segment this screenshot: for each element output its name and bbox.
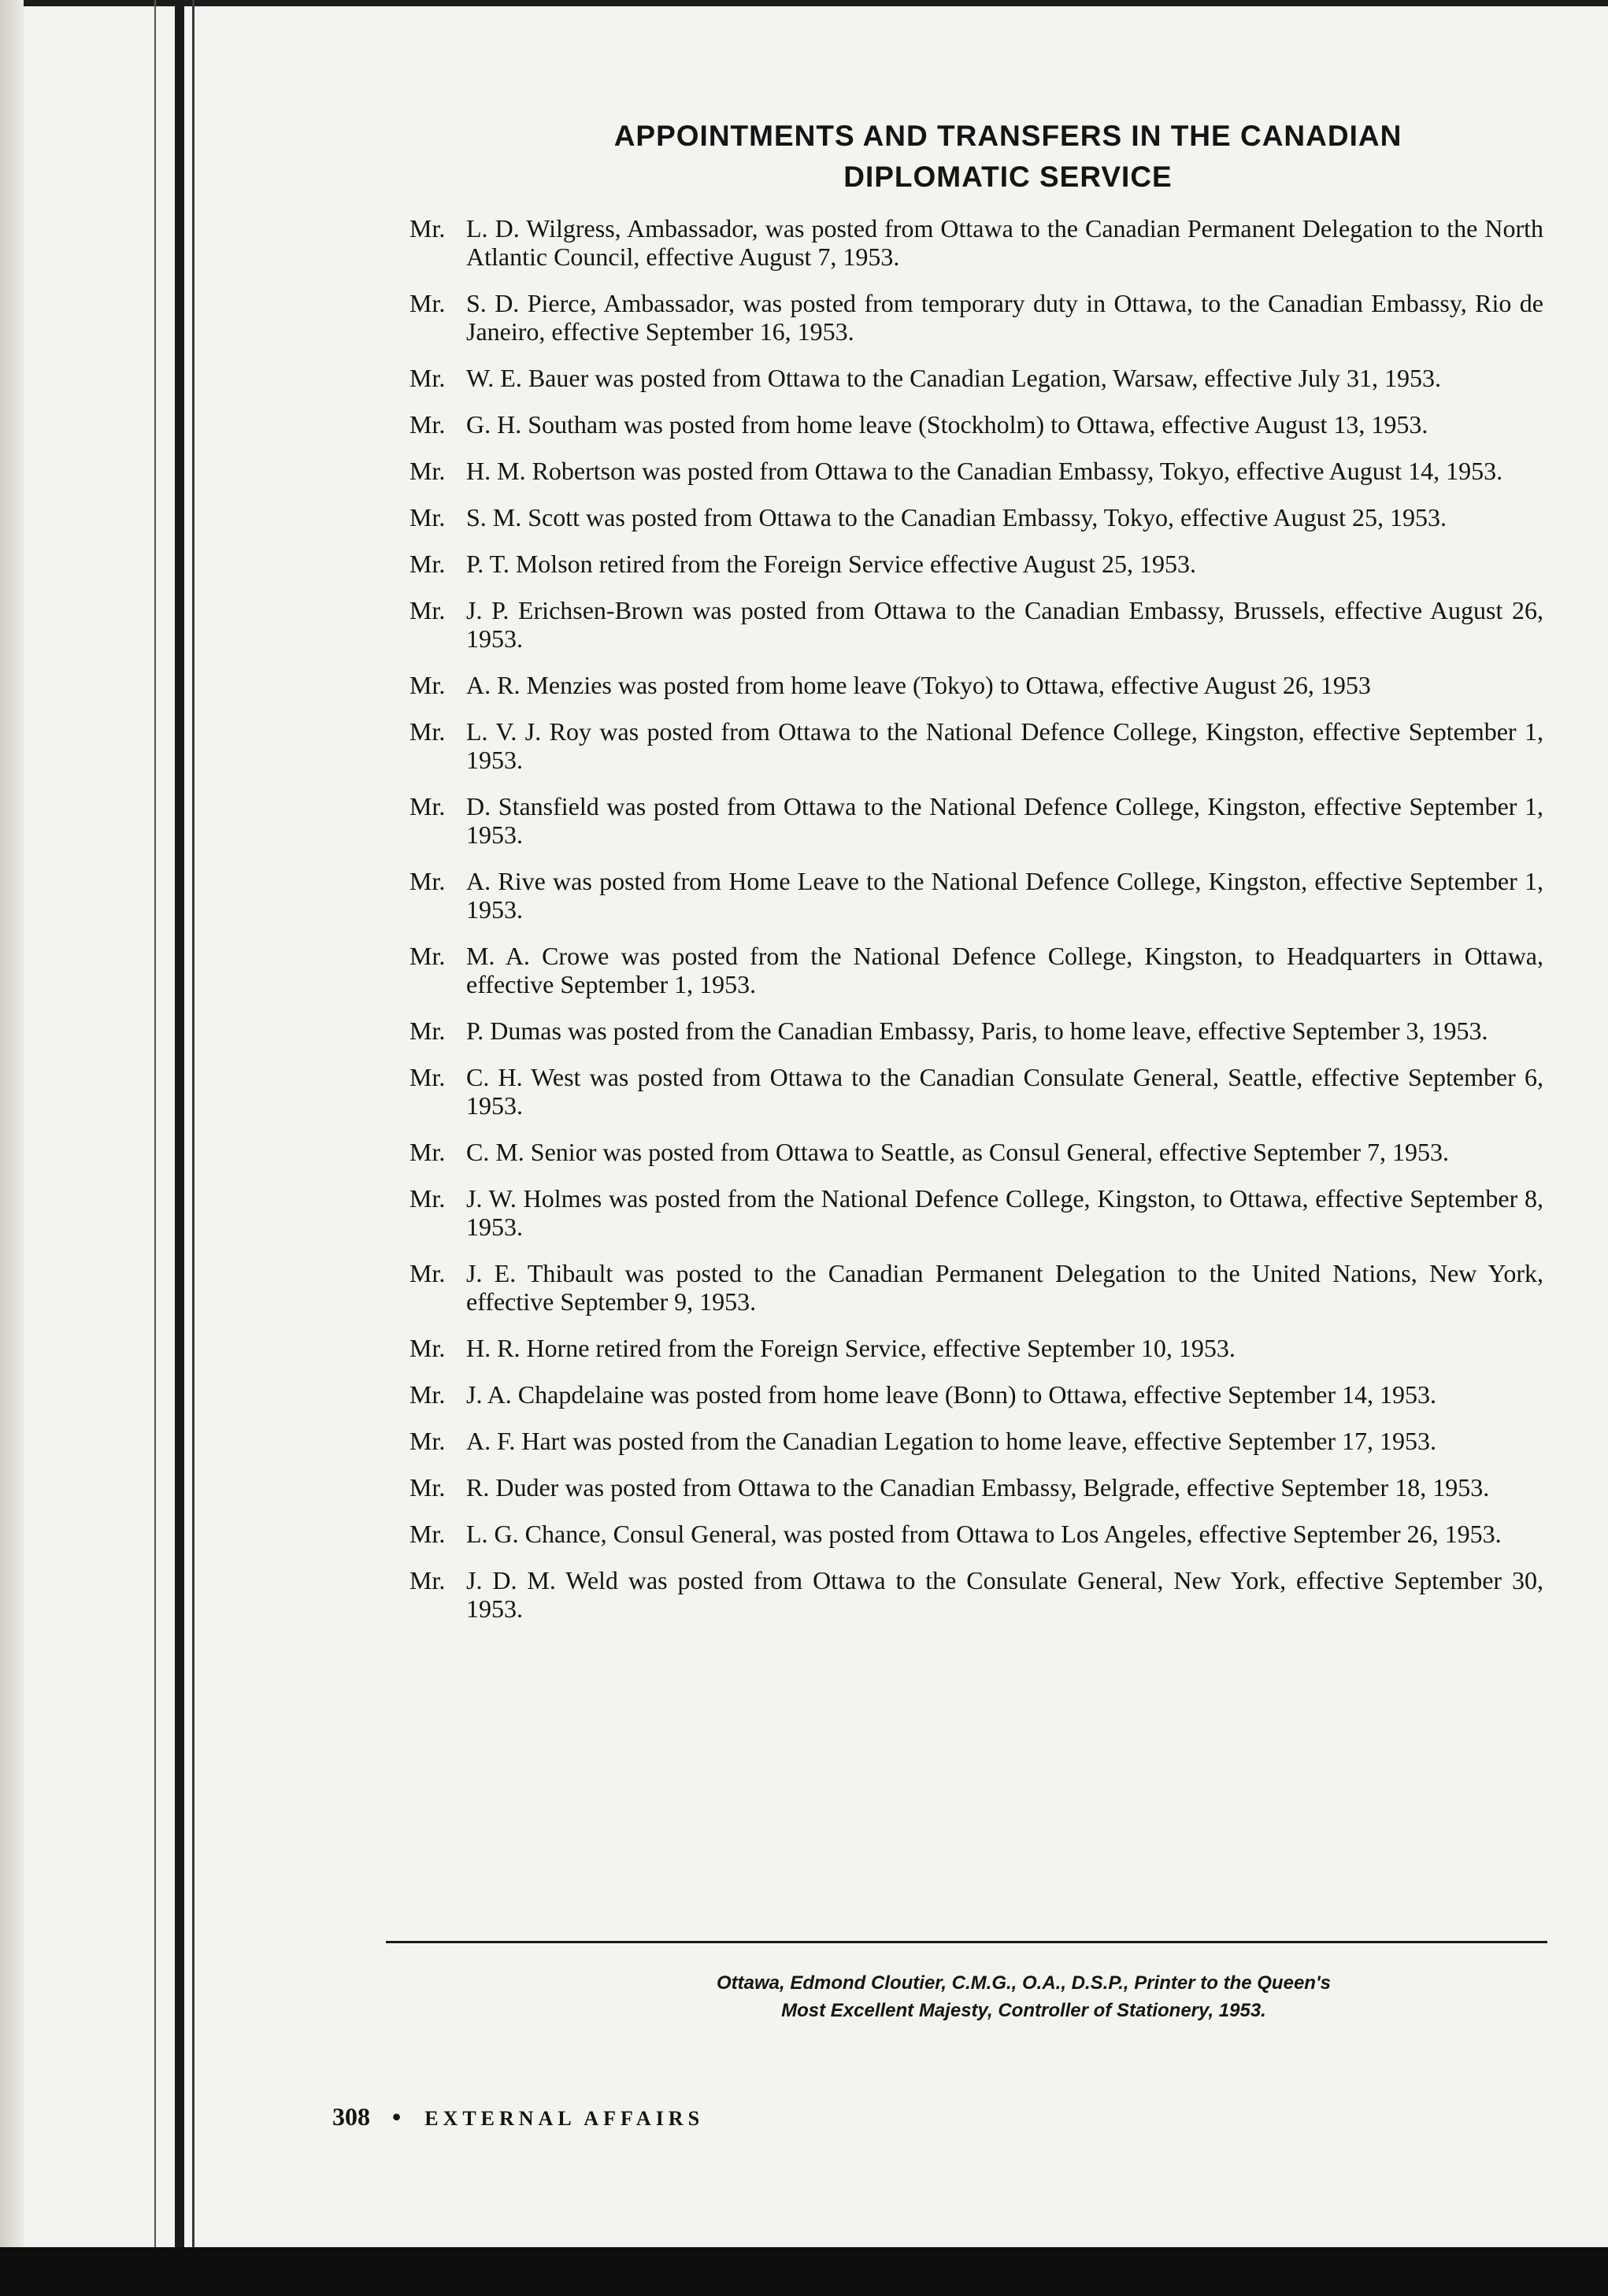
- list-item: [409, 717, 1543, 774]
- publication-name: EXTERNAL AFFAIRS: [424, 2107, 705, 2130]
- entry-text: M. A. Crowe was posted from the National Defence College, Kingston, to Headquarters in Ottawa, effective September 1, 1953.: [466, 942, 1543, 998]
- honorific: Mr.: [409, 596, 446, 624]
- honorific: Mr.: [409, 1520, 446, 1548]
- entry-text: C. H. West was posted from Ottawa to the Canadian Consulate General, Seattle, effective September 6, 1953.: [466, 1063, 1543, 1120]
- list-item: [409, 942, 1543, 998]
- entry-text: A. F. Hart was posted from the Canadian Legation to home leave, effective September 17, 1953.: [466, 1427, 1437, 1455]
- honorific: Mr.: [409, 503, 446, 531]
- printer-imprint-line2: Most Excellent Majesty, Controller of Stationery, 1953.: [781, 2000, 1266, 2021]
- scan-bottom-edge: [0, 2247, 1608, 2296]
- honorific: Mr.: [409, 550, 446, 578]
- honorific: Mr.: [409, 792, 446, 820]
- entry-text: J. W. Holmes was posted from the National Defence College, Kingston, to Ottawa, effective September 8, 1953.: [466, 1184, 1543, 1241]
- list-item: [409, 867, 1543, 924]
- honorific: Mr.: [409, 364, 446, 392]
- page-title: APPOINTMENTS AND TRANSFERS IN THE CANADIAN: [613, 120, 1402, 152]
- entry-text: G. H. Southam was posted from home leave (Stockholm) to Ottawa, effective August 13, 1953.: [466, 410, 1428, 439]
- honorific: Mr.: [409, 671, 446, 699]
- binding-line: [175, 0, 184, 2296]
- honorific: Mr.: [409, 1138, 446, 1166]
- entry-text: P. T. Molson retired from the Foreign Service effective August 25, 1953.: [466, 550, 1196, 578]
- entry-text: J. P. Erichsen-Brown was posted from Ottawa to the Canadian Embassy, Brussels, effective August 26, 1953.: [466, 596, 1543, 653]
- entry-text: D. Stansfield was posted from Ottawa to the National Defence College, Kingston, effective September 1, 1953.: [466, 792, 1543, 849]
- list-item: [409, 1566, 1543, 1623]
- list-item: [409, 410, 1543, 439]
- list-item: [409, 1427, 1543, 1455]
- list-item: [409, 671, 1543, 699]
- honorific: Mr.: [409, 1380, 446, 1409]
- list-item: [409, 1017, 1543, 1045]
- honorific: Mr.: [409, 717, 446, 746]
- list-item: [409, 214, 1543, 271]
- honorific: Mr.: [409, 1063, 446, 1091]
- entry-text: H. R. Horne retired from the Foreign Service, effective September 10, 1953.: [466, 1334, 1236, 1362]
- honorific: Mr.: [409, 1334, 446, 1362]
- entry-text: L. D. Wilgress, Ambassador, was posted from Ottawa to the Canadian Permanent Delegation to the North Atlantic Council, effective August 7, 1953.: [466, 214, 1543, 271]
- list-item: [409, 792, 1543, 849]
- honorific: Mr.: [409, 867, 446, 895]
- entry-text: P. Dumas was posted from the Canadian Embassy, Paris, to home leave, effective September 3, 1953.: [466, 1017, 1488, 1045]
- entry-text: S. D. Pierce, Ambassador, was posted from temporary duty in Ottawa, to the Canadian Embassy, Rio de Janeiro, effective September 16, 1953.: [466, 289, 1543, 346]
- honorific: Mr.: [409, 942, 446, 970]
- honorific: Mr.: [409, 410, 446, 439]
- honorific: Mr.: [409, 1017, 446, 1045]
- entry-text: H. M. Robertson was posted from Ottawa to the Canadian Embassy, Tokyo, effective August 14, 1953.: [466, 457, 1503, 485]
- list-item: [409, 1380, 1543, 1409]
- list-item: [409, 457, 1543, 485]
- binding-line-outer: [154, 0, 156, 2296]
- list-item: [409, 1334, 1543, 1362]
- scan-top-edge: [0, 0, 1608, 6]
- entry-text: J. E. Thibault was posted to the Canadian Permanent Delegation to the United Nations, New York, effective September 9, 1953.: [466, 1259, 1543, 1316]
- list-item: [409, 503, 1543, 531]
- entry-text: L. V. J. Roy was posted from Ottawa to the National Defence College, Kingston, effective September 1, 1953.: [466, 717, 1543, 774]
- list-item: [409, 364, 1543, 392]
- entry-text: W. E. Bauer was posted from Ottawa to the Canadian Legation, Warsaw, effective July 31, 1953.: [466, 364, 1441, 392]
- binding-line-thin: [192, 0, 195, 2296]
- list-item: [409, 1259, 1543, 1316]
- page-number: 308: [332, 2102, 370, 2131]
- list-item: [409, 1138, 1543, 1166]
- honorific: Mr.: [409, 1566, 446, 1594]
- printer-imprint-line1: Ottawa, Edmond Cloutier, C.M.G., O.A., D.S.P., Printer to the Queen's: [716, 1972, 1332, 1994]
- honorific: Mr.: [409, 457, 446, 485]
- list-item: [409, 1473, 1543, 1502]
- list-item: [409, 1063, 1543, 1120]
- appointments-list: [409, 214, 1543, 1641]
- honorific: Mr.: [409, 1427, 446, 1455]
- list-item: [409, 1520, 1543, 1548]
- honorific: Mr.: [409, 1259, 446, 1287]
- entry-text: A. R. Menzies was posted from home leave (Tokyo) to Ottawa, effective August 26, 1953: [466, 671, 1371, 699]
- entry-text: J. D. M. Weld was posted from Ottawa to the Consulate General, New York, effective September 30, 1953.: [466, 1566, 1543, 1623]
- honorific: Mr.: [409, 1473, 446, 1502]
- entry-text: J. A. Chapdelaine was posted from home leave (Bonn) to Ottawa, effective September 14, 1953.: [466, 1380, 1436, 1409]
- entry-text: R. Duder was posted from Ottawa to the Canadian Embassy, Belgrade, effective September 18, 1953.: [466, 1473, 1490, 1502]
- entry-text: A. Rive was posted from Home Leave to the National Defence College, Kingston, effective September 1, 1953.: [466, 867, 1543, 924]
- page-footer: [332, 2102, 704, 2131]
- page-subtitle: DIPLOMATIC SERVICE: [843, 161, 1173, 193]
- bullet-separator: •: [392, 2102, 402, 2131]
- separator-rule: [386, 1941, 1547, 1943]
- list-item: [409, 596, 1543, 653]
- entry-text: C. M. Senior was posted from Ottawa to Seattle, as Consul General, effective September 7, 1953.: [466, 1138, 1450, 1166]
- list-item: [409, 1184, 1543, 1241]
- honorific: Mr.: [409, 214, 446, 243]
- entry-text: S. M. Scott was posted from Ottawa to the Canadian Embassy, Tokyo, effective August 25, 1953.: [466, 503, 1447, 531]
- list-item: [409, 289, 1543, 346]
- entry-text: L. G. Chance, Consul General, was posted from Ottawa to Los Angeles, effective September 26, 1953.: [466, 1520, 1502, 1548]
- honorific: Mr.: [409, 289, 446, 317]
- list-item: [409, 550, 1543, 578]
- honorific: Mr.: [409, 1184, 446, 1213]
- scan-left-edge: [0, 0, 24, 2296]
